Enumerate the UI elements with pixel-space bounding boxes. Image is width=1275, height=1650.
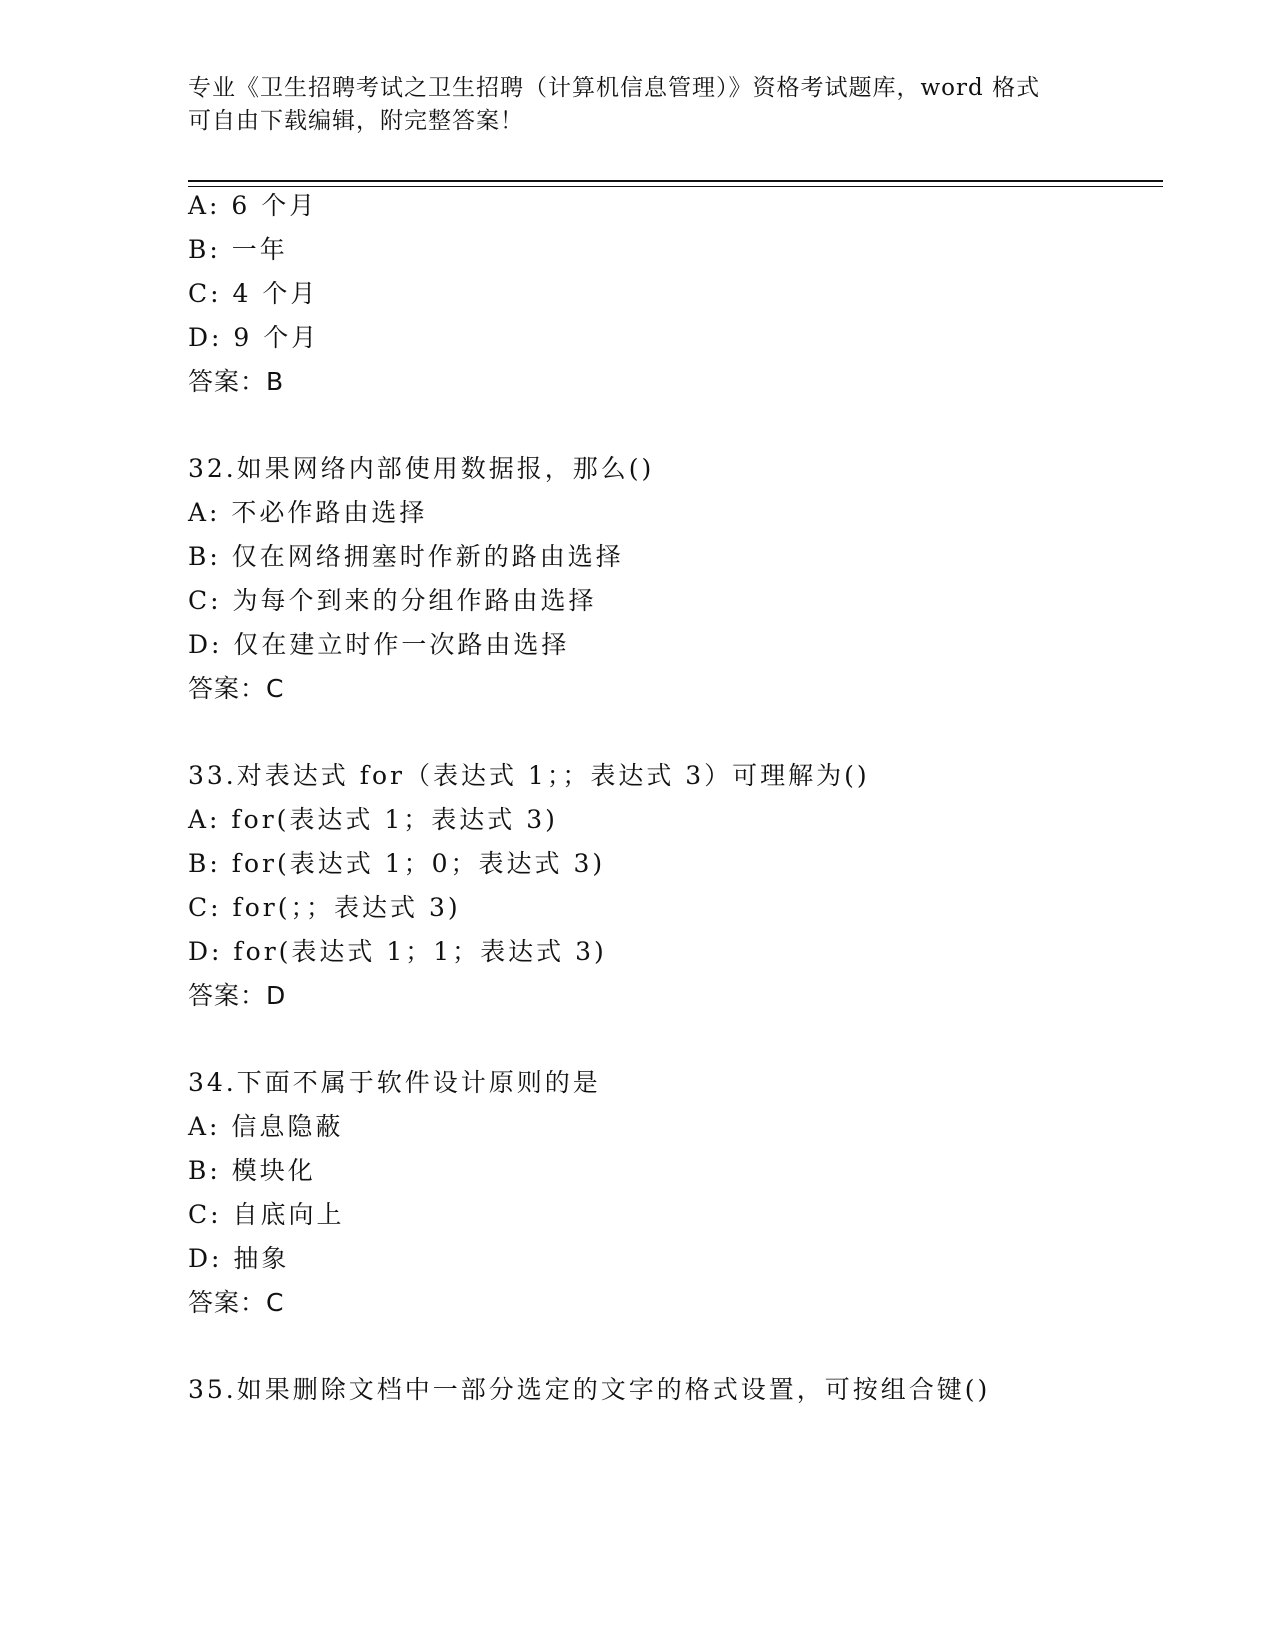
header-line-2: 可自由下载编辑，附完整答案！ (188, 108, 524, 134)
q32-option-d: D: 仅在建立时作一次路由选择 (188, 630, 570, 659)
header-divider-thick (188, 180, 1163, 182)
q31-option-c: C: 4 个月 (188, 279, 319, 308)
q32-option-a: A: 不必作路由选择 (188, 498, 428, 527)
q32-answer: 答案：C (188, 674, 285, 703)
q32-option-c: C: 为每个到来的分组作路由选择 (188, 586, 597, 615)
q34-option-a: A: 信息隐蔽 (188, 1112, 344, 1141)
q33-option-a: A: for(表达式 1；表达式 3) (188, 805, 558, 834)
q33-option-b: B: for(表达式 1；0；表达式 3) (188, 849, 606, 878)
q31-option-a: A: 6 个月 (188, 191, 318, 220)
q31-option-b: B: 一年 (188, 235, 288, 264)
q34-option-c: C: 自底向上 (188, 1200, 345, 1229)
q34-option-d: D: 抽象 (188, 1244, 290, 1273)
q32-option-b: B: 仅在网络拥塞时作新的路由选择 (188, 542, 624, 571)
document-header (188, 72, 1068, 138)
q33-option-c: C: for(；；表达式 3) (188, 893, 461, 922)
q34-option-b: B: 模块化 (188, 1156, 316, 1185)
q31-option-d: D: 9 个月 (188, 323, 320, 352)
q32-question: 32.如果网络内部使用数据报，那么() (188, 454, 655, 483)
q33-option-d: D: for(表达式 1；1；表达式 3) (188, 937, 607, 966)
q33-answer: 答案：D (188, 981, 287, 1010)
header-line-1: 专业《卫生招聘考试之卫生招聘（计算机信息管理）》资格考试题库，word 格式 (188, 75, 1041, 101)
q35-question: 35.如果删除文档中一部分选定的文字的格式设置，可按组合键() (188, 1375, 991, 1404)
header-divider-thin (188, 186, 1163, 187)
q34-answer: 答案：C (188, 1288, 285, 1317)
q34-question: 34.下面不属于软件设计原则的是 (188, 1068, 601, 1097)
q31-answer: 答案：B (188, 367, 285, 396)
q33-question: 33.对表达式 for（表达式 1；；表达式 3）可理解为() (188, 761, 870, 790)
